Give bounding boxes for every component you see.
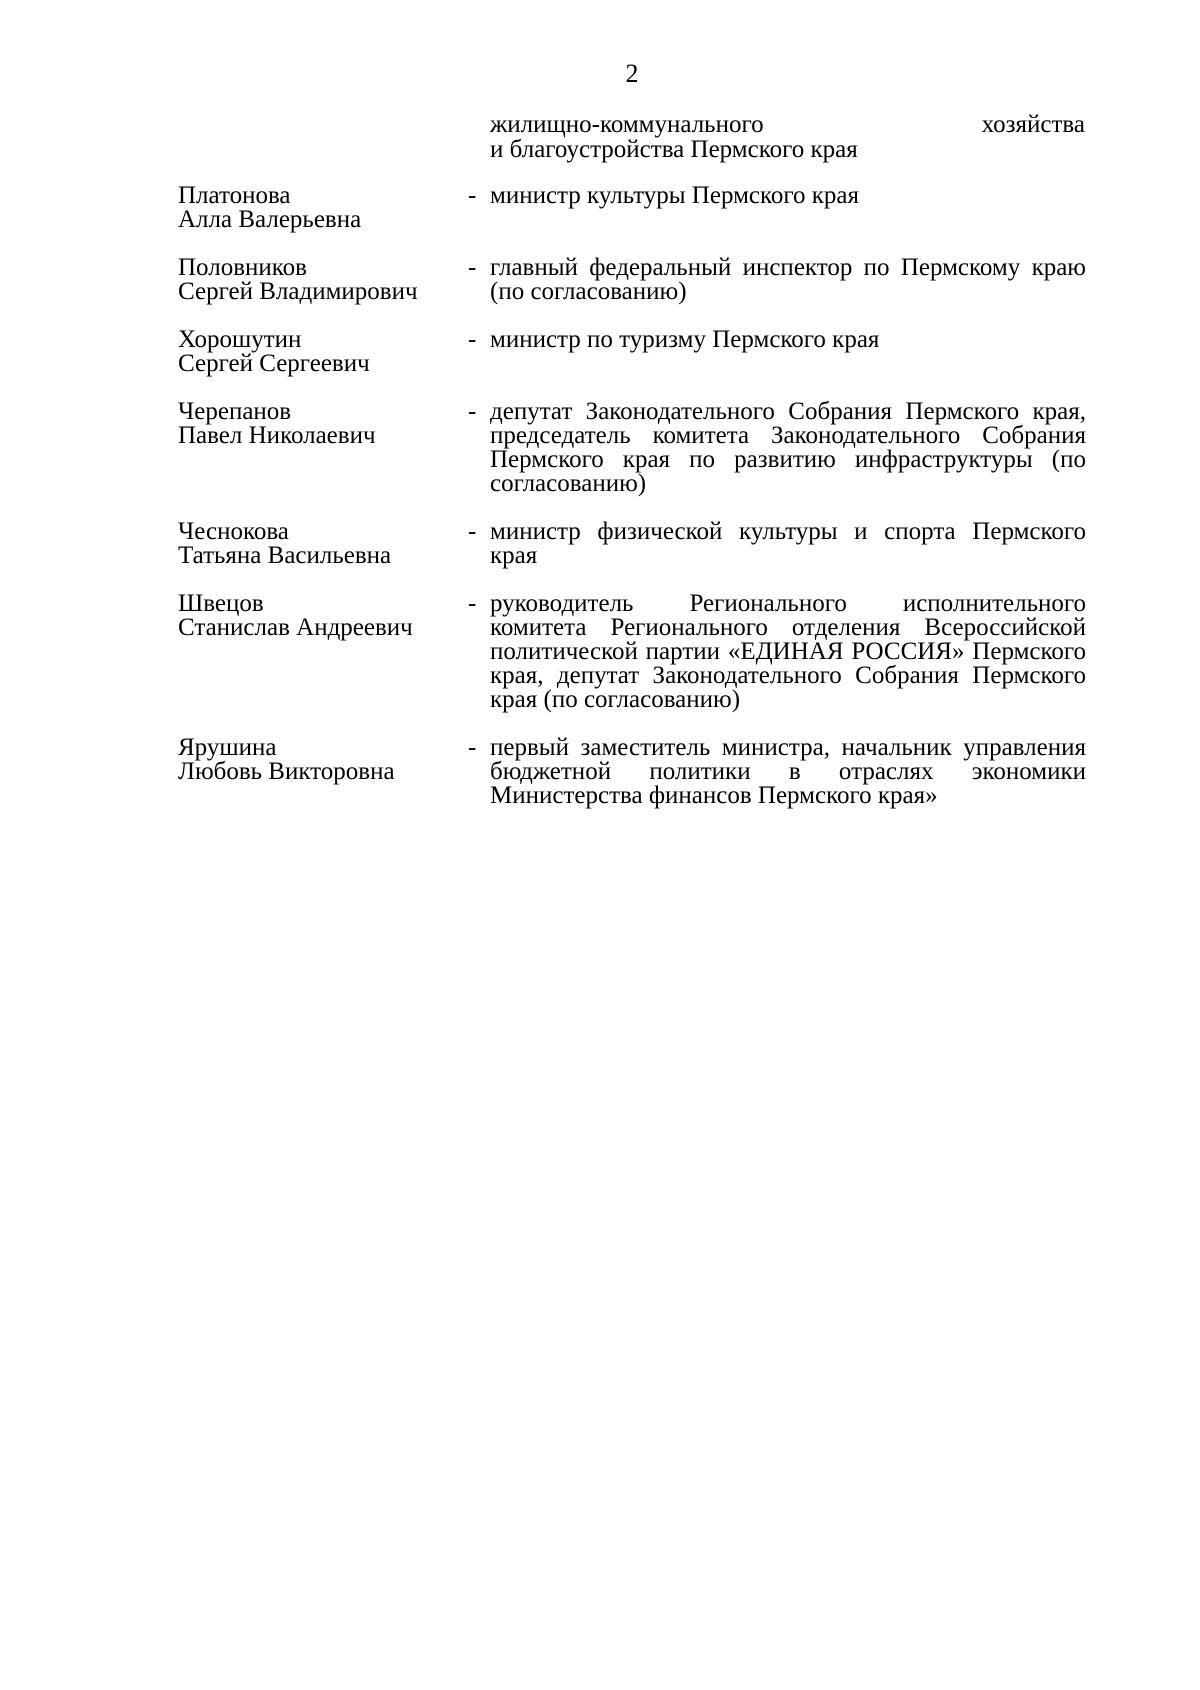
member-given-name: Алла Валерьевна (178, 206, 362, 233)
member-surname: Половников (178, 254, 307, 281)
member-surname: Платонова (178, 182, 291, 209)
member-dash: - (468, 254, 477, 281)
member-role: главный федеральный инспектор по Пермскому краю (по согласованию) (490, 254, 1086, 305)
continuation-text (490, 112, 1085, 162)
member-dash: - (468, 398, 477, 425)
member-surname: Ярушина (178, 734, 277, 761)
member-surname: Черепанов (178, 398, 292, 425)
member-given-name: Павел Николаевич (178, 422, 376, 449)
member-dash: - (468, 518, 477, 545)
continuation-line-1-right: хозяйства (981, 111, 1085, 138)
member-given-name: Станислав Андреевич (178, 614, 413, 641)
member-entry (178, 520, 1086, 568)
member-role: руководитель Регионального исполнительного комитета Регионального отделения Всероссийской политической партии «ЕДИНАЯ РОССИЯ» Пермского края, депутат Законодательного Собрания Пермского края (по согласованию) (490, 590, 1086, 713)
member-dash: - (468, 590, 477, 617)
continuation-line-1-left: жилищно-коммунального (490, 111, 764, 138)
page-number: 2 (625, 59, 639, 88)
member-role: министр культуры Пермского края (490, 182, 859, 209)
member-name (178, 256, 468, 304)
member-list (178, 184, 1086, 832)
member-role: министр по туризму Пермского края (490, 326, 880, 353)
member-surname: Хорошутин (178, 326, 302, 353)
member-given-name: Сергей Сергеевич (178, 350, 370, 377)
member-entry (178, 328, 1086, 376)
member-role: министр физической культуры и спорта Пермского края (490, 518, 1086, 569)
member-surname: Чеснокова (178, 518, 289, 545)
member-role: депутат Законодательного Собрания Пермского края, председатель комитета Законодательного Собрания Пермского края по развитию инфраструктуры (по согласованию) (490, 398, 1086, 497)
continuation-line-1 (490, 112, 1085, 137)
member-given-name: Сергей Владимирович (178, 278, 418, 305)
member-surname: Швецов (178, 590, 264, 617)
member-dash: - (468, 326, 477, 353)
member-entry (178, 736, 1086, 808)
member-dash: - (468, 182, 477, 209)
member-entry (178, 400, 1086, 496)
member-name (178, 400, 468, 496)
member-dash: - (468, 734, 477, 761)
member-role: первый заместитель министра, начальник управления бюджетной политики в отраслях экономики Министерства финансов Пермского края» (490, 734, 1086, 809)
member-name (178, 592, 468, 712)
member-name (178, 328, 468, 376)
member-given-name: Любовь Викторовна (178, 758, 395, 785)
continuation-line-2: и благоустройства Пермского края (490, 136, 858, 163)
member-entry (178, 256, 1086, 304)
member-name (178, 736, 468, 808)
member-entry (178, 184, 1086, 232)
member-entry (178, 592, 1086, 712)
member-given-name: Татьяна Васильевна (178, 542, 392, 569)
member-name (178, 520, 468, 568)
member-name (178, 184, 468, 232)
